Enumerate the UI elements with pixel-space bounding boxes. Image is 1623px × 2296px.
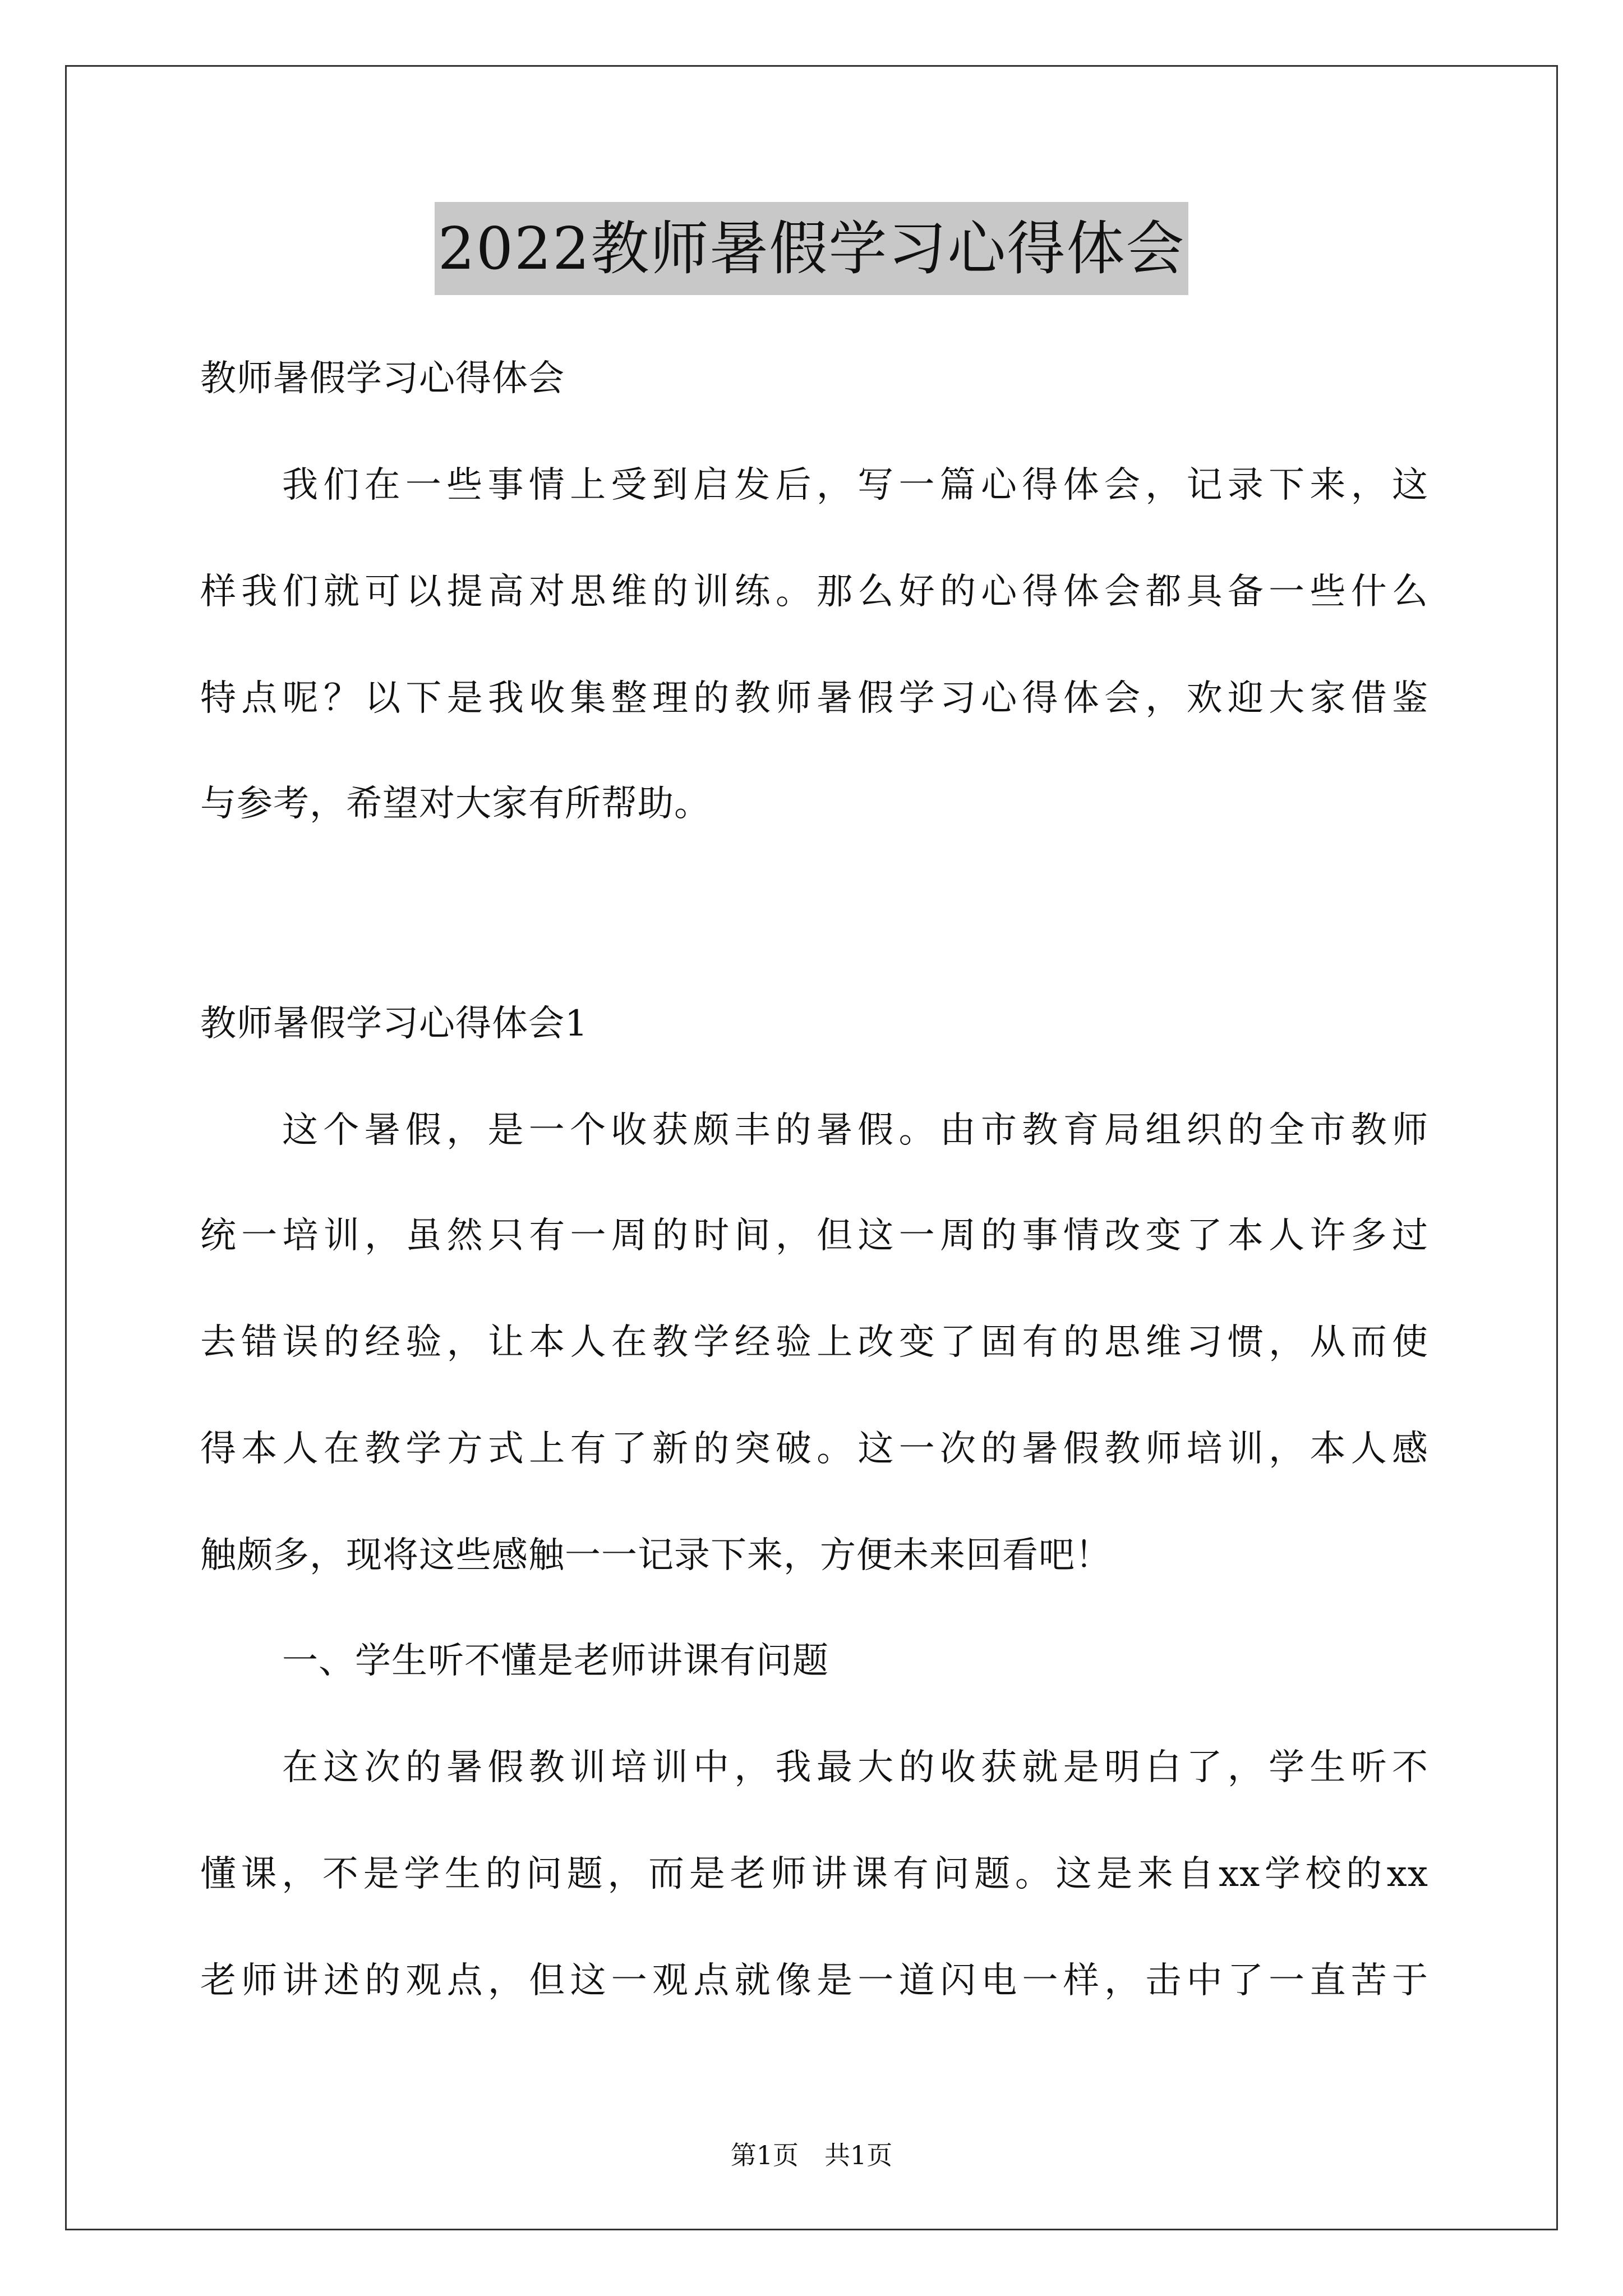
section-line: 触颇多，现将这些感触一一记录下来，方便未来回看吧！	[200, 1535, 1112, 1576]
point-line: 在这次的暑假教训培训中，我最大的收获就是明白了，学生听不	[282, 1747, 1428, 1788]
document-title: 2022教师暑假学习心得体会	[435, 202, 1189, 295]
intro-line: 特点呢？以下是我收集整理的教师暑假学习心得体会，欢迎大家借鉴	[200, 678, 1428, 719]
point-line: 老师讲述的观点，但这一观点就像是一道闪电一样，击中了一直苦于	[200, 1960, 1428, 2001]
intro-line: 我们在一些事情上受到启发后，写一篇心得体会，记录下来，这	[282, 464, 1428, 506]
subtitle: 教师暑假学习心得体会	[200, 358, 565, 399]
title-container	[0, 202, 1623, 295]
section-line: 统一培训，虽然只有一周的时间，但这一周的事情改变了本人许多过	[200, 1215, 1428, 1257]
section-line: 去错误的经验，让本人在教学经验上改变了固有的思维习惯，从而使	[200, 1322, 1428, 1363]
point-heading: 一、学生听不懂是老师讲课有问题	[282, 1640, 829, 1682]
intro-line: 样我们就可以提高对思维的训练。那么好的心得体会都具备一些什么	[200, 571, 1428, 613]
intro-line: 与参考，希望对大家有所帮助。	[200, 783, 711, 825]
section-line: 这个暑假，是一个收获颇丰的暑假。由市教育局组织的全市教师	[282, 1110, 1428, 1151]
point-line: 懂课，不是学生的问题，而是老师讲课有问题。这是来自xx学校的xx	[200, 1853, 1428, 1895]
page-footer: 第1页 共1页	[730, 2140, 893, 2170]
section-heading: 教师暑假学习心得体会1	[200, 1003, 588, 1045]
section-line: 得本人在教学方式上有了新的突破。这一次的暑假教师培训，本人感	[200, 1428, 1428, 1470]
